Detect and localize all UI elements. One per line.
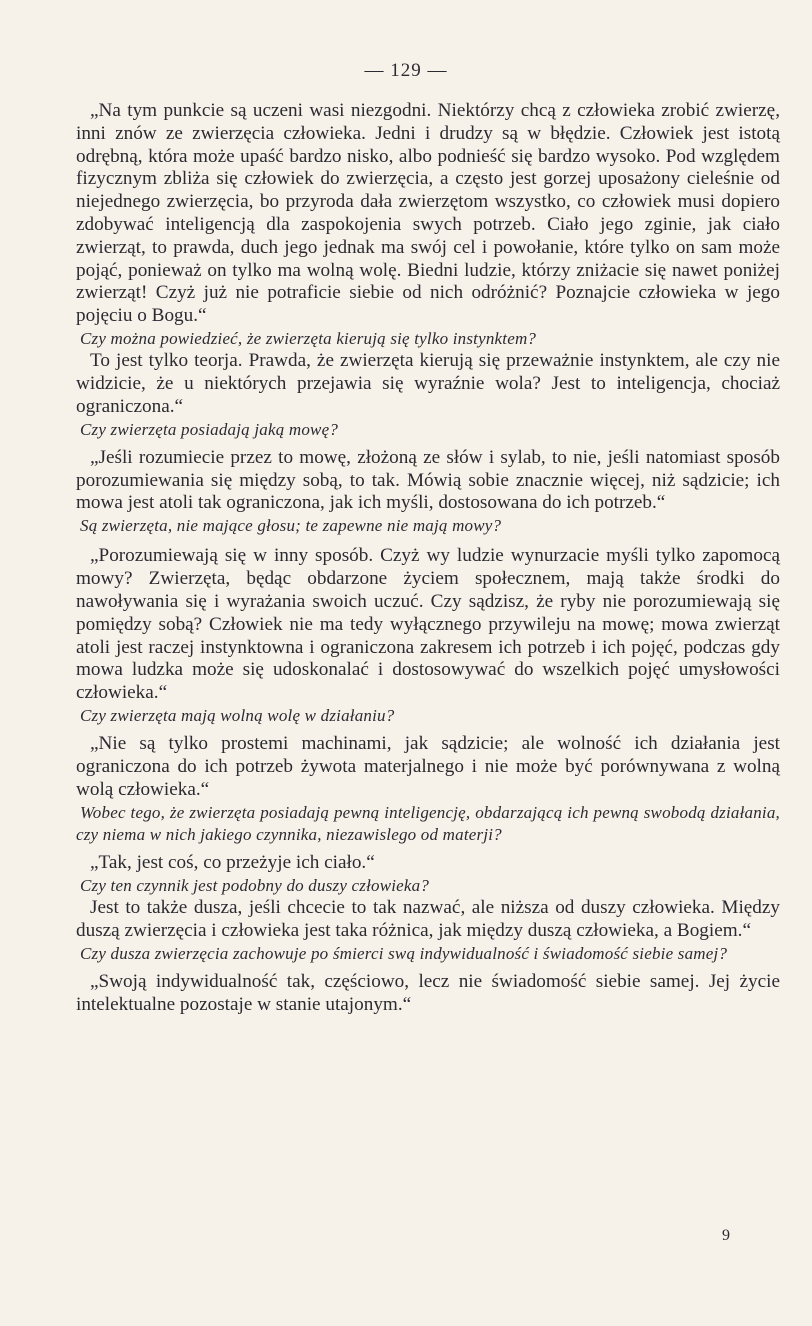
question-paragraph: Czy dusza zwierzęcia zachowuje po śmierci swą indywidualność i świadomość siebie samej? bbox=[80, 943, 728, 963]
page-number: — 129 — bbox=[364, 60, 448, 81]
answer-paragraph: „Tak, jest coś, co przeżyje ich ciało.“ bbox=[90, 851, 375, 873]
question-paragraph: Są zwierzęta, nie mające głosu; te zapewne nie mają mowy? bbox=[80, 516, 502, 536]
question-paragraph: Czy ten czynnik jest podobny do duszy człowieka? bbox=[80, 875, 430, 895]
question-paragraph: Czy zwierzęta posiadają jaką mowę? bbox=[80, 419, 339, 439]
answer-paragraph: To jest tylko teorja. Prawda, że zwierzęta kierują się przeważnie instynktem, ale czy nie widzicie, że u niektórych przejawia się wyraźnie wola? Jest to inteligencja, chociaż ograniczona.“ bbox=[76, 350, 780, 417]
question-paragraph: Czy zwierzęta mają wolną wolę w działaniu? bbox=[80, 705, 395, 725]
answer-paragraph: Jest to także dusza, jeśli chcecie to tak nazwać, ale niższa od duszy człowieka. Między duszą zwierzęcia i człowieka jest taka różnica, jak między duszą człowieka, a Bogiem.“ bbox=[76, 896, 780, 941]
page-body bbox=[76, 100, 780, 1016]
answer-paragraph: „Porozumiewają się w inny sposób. Czyż wy ludzie wynurzacie myśli tylko zapomocą mowy? Zwierzęta, będąc obdarzone życiem społecznem, mają także środki do nawoływania się i wyrażania swoich uczuć. Czy sądzisz, że ryby nie porozumiewają się pomiędzy sobą? Człowiek nie ma tedy wyłącznego przywileju na mowę; mowa zwierząt atoli jest raczej instynktowna i ograniczona zakresem ich potrzeb i ich pojęć, podczas gdy mowa ludzka może się udoskonalać i dostosowywać do wszelkich pojęć umysłowości człowieka.“ bbox=[76, 545, 780, 704]
answer-paragraph: „Swoją indywidualność tak, częściowo, lecz nie świadomość siebie samej. Jej życie intelektualne pozostaje w stanie utajonym.“ bbox=[76, 970, 780, 1015]
question-paragraph: Czy można powiedzieć, że zwierzęta kierują się tylko instynktem? bbox=[80, 328, 537, 348]
answer-paragraph: „Nie są tylko prostemi machinami, jak sądzicie; ale wolność ich działania jest ograniczona do ich potrzeb żywota materjalnego i nie może być porównywana z wolną wolą człowieka.“ bbox=[76, 733, 780, 800]
signature-mark: 9 bbox=[722, 1227, 730, 1244]
answer-paragraph: „Jeśli rozumiecie przez to mowę, złożoną ze słów i sylab, to nie, jeśli natomiast sposób porozumiewania się między sobą, to tak. Mówią sobie znacznie więcej, niż sądzicie; ich mowa jest atoli tak ograniczona, jak ich myśli, dostosowana do ich potrzeb.“ bbox=[76, 446, 780, 514]
question-paragraph: Wobec tego, że zwierzęta posiadają pewną inteligencję, obdarzającą ich pewną swobodą działania, czy niema w nich jakiego czynnika, niezawislego od materji? bbox=[76, 802, 780, 844]
answer-paragraph: „Na tym punkcie są uczeni wasi niezgodni. Niektórzy chcą z człowieka zrobić zwierzę, inni znów ze zwierzęcia człowieka. Jedni i drudzy są w błędzie. Człowiek jest istotą odrębną, która może upaść bardzo nisko, albo podnieść się bardzo wysoko. Pod względem fizycznym zbliża się człowiek do zwierzęcia, a często jest gorzej uposażony cieleśnie od niejednego zwierzęcia, bo przyroda dała zwierzętom wszystko, co człowiek musi dopiero zdobywać inteligencją dla zaspokojenia swych potrzeb. Ciało jego zginie, jak ciało zwierząt, to prawda, duch jego jednak ma swój cel i powołanie, które tylko on sam może pojąć, ponieważ on tylko ma wolną wolę. Biedni ludzie, którzy zniżacie się nawet poniżej zwierząt! Czyż już nie potraficie siebie od nich odróżnić? Poznajcie człowieka w jego pojęciu o Bogu.“ bbox=[76, 100, 780, 327]
